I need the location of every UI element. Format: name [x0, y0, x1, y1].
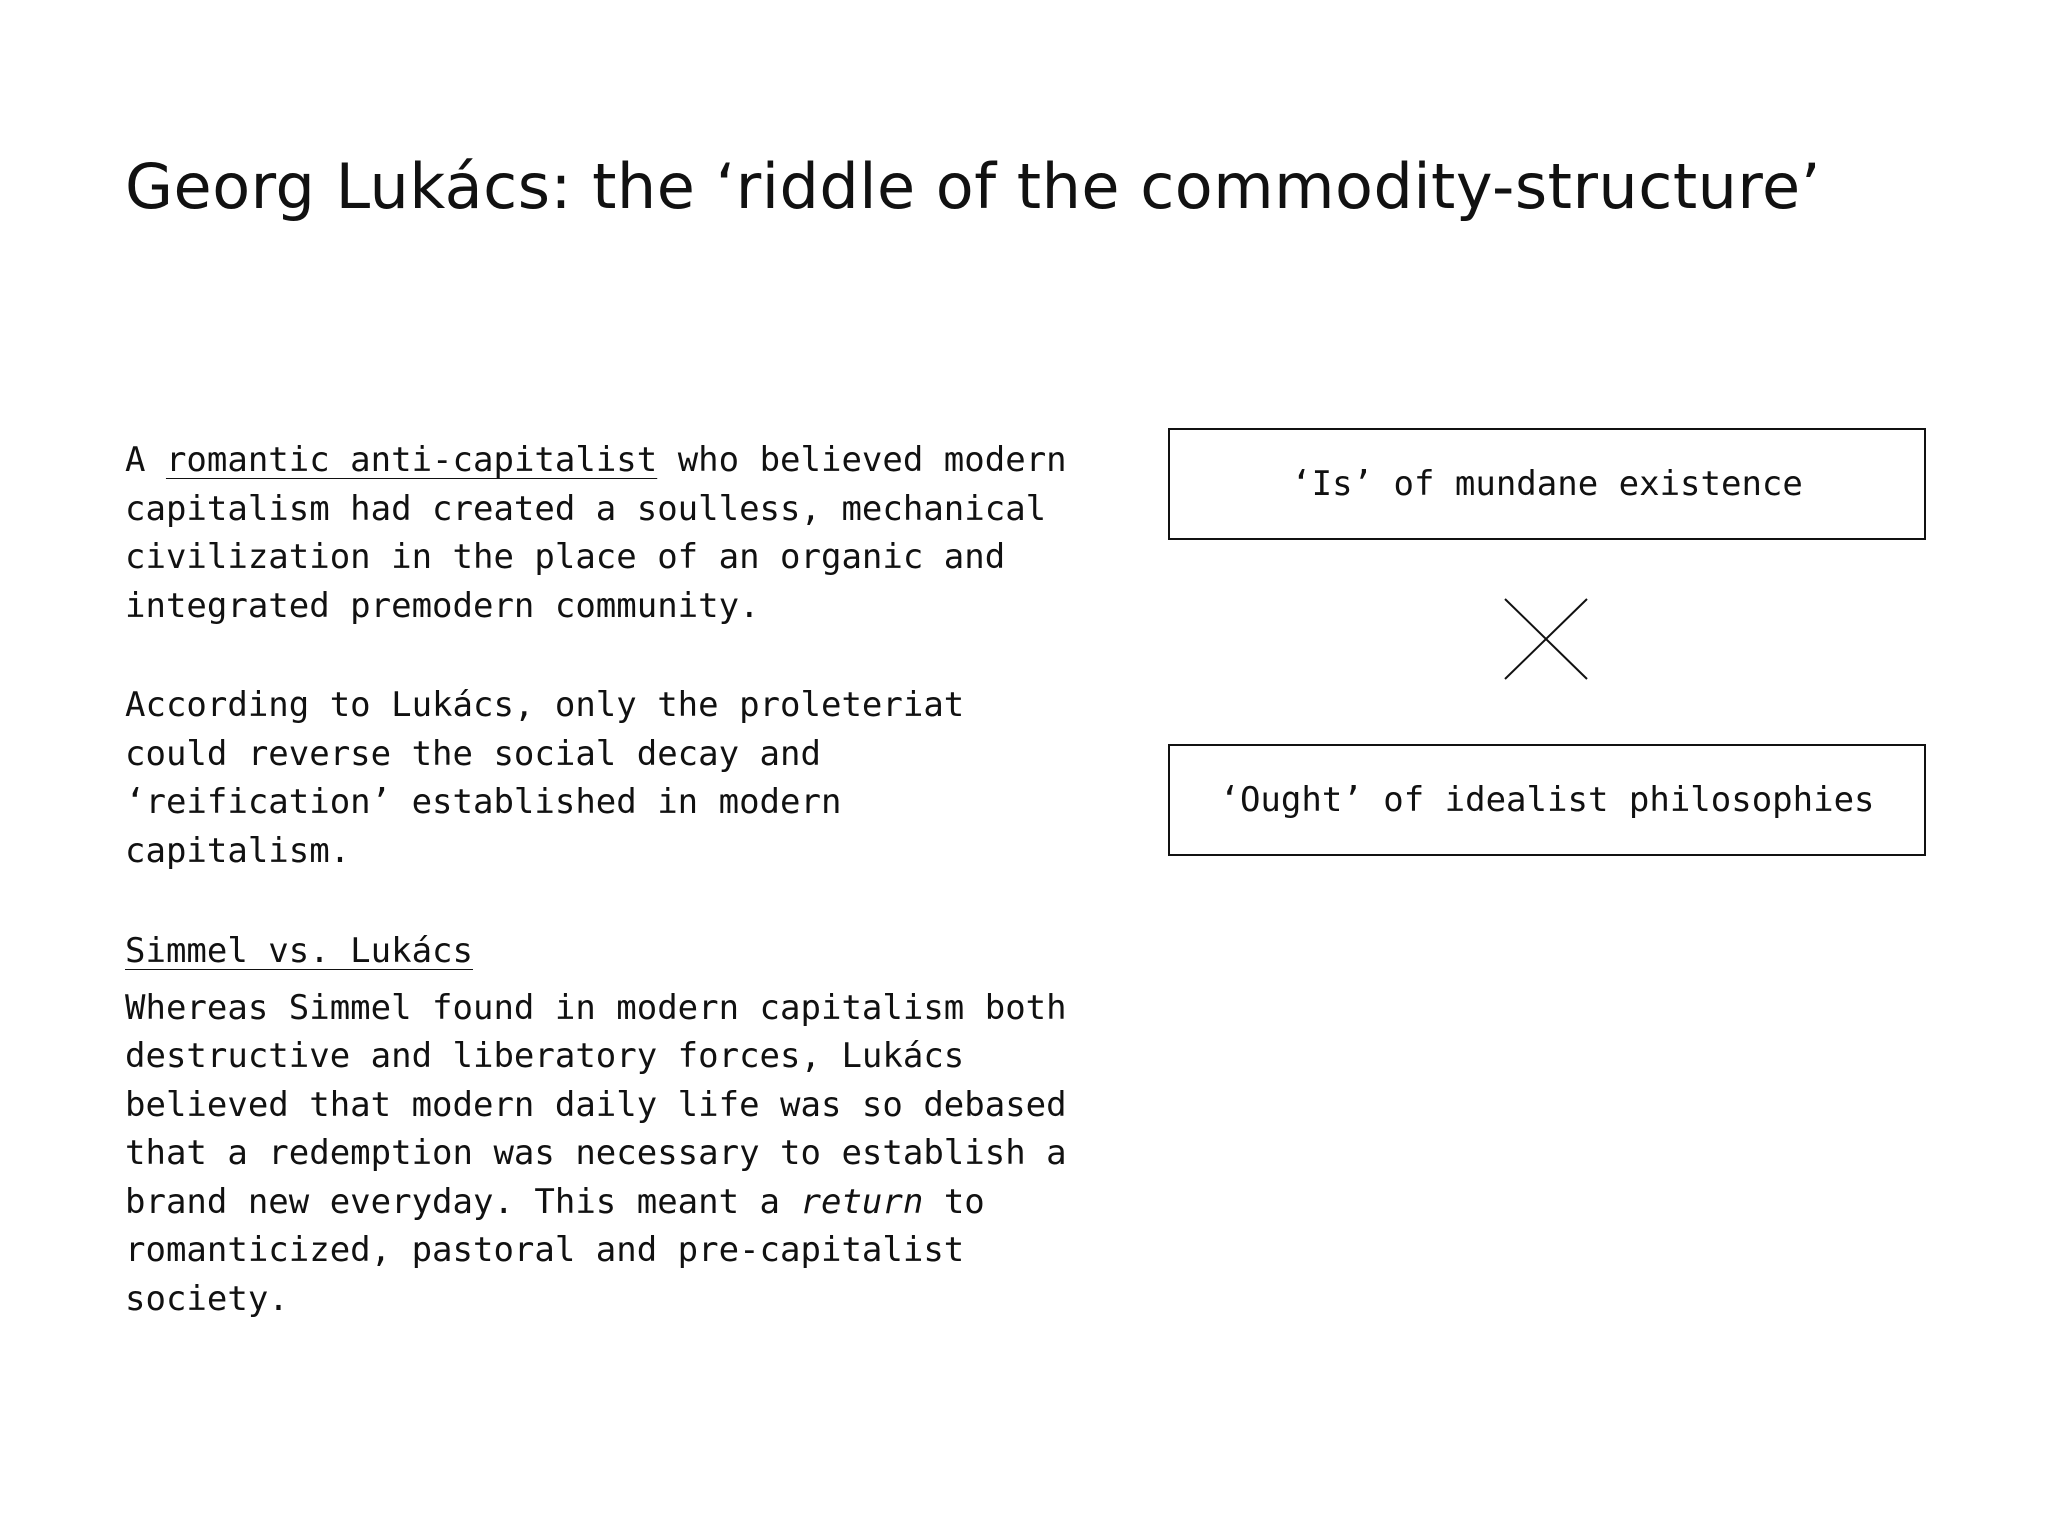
ought-box [1168, 744, 1926, 856]
paragraph1-suffix: who believed modern capitalism had created a soulless, mechanical civilization in the place of an organic and integrated premodern community. [125, 440, 1067, 626]
paragraph3-before: Whereas Simmel found in modern capitalism both destructive and liberatory forces, Lukács believed that modern daily life was so debased that a redemption was necessary to establish a brand new everyday. This meant a [125, 987, 1067, 1222]
paragraph-romantic-anti-capitalist [125, 436, 1085, 630]
paragraph3-italic: return [800, 1181, 924, 1222]
ought-box-label: ‘Ought’ of idealist philosophies [1219, 780, 1875, 820]
left-column [125, 436, 1085, 1323]
subheading-simmel-vs-lukacs: Simmel vs. Lukács [125, 931, 473, 971]
paragraph-simmel-vs-lukacs [125, 984, 1085, 1324]
is-box-label: ‘Is’ of mundane existence [1291, 464, 1803, 504]
paragraph1-prefix: A [125, 440, 166, 480]
is-box [1168, 428, 1926, 540]
slide-title: Georg Lukács: the ‘riddle of the commodity-structure’ [125, 150, 1821, 223]
romantic-anti-capitalist-link[interactable]: romantic anti-capitalist [165, 440, 658, 480]
paragraph-proletariat: According to Lukács, only the proleteriat could reverse the social decay and ‘reification’ established in modern capitalism. [125, 685, 965, 871]
cross-icon [1503, 597, 1589, 681]
paragraph3-after: to romanticized, pastoral and pre-capitalist society. [125, 1181, 985, 1319]
